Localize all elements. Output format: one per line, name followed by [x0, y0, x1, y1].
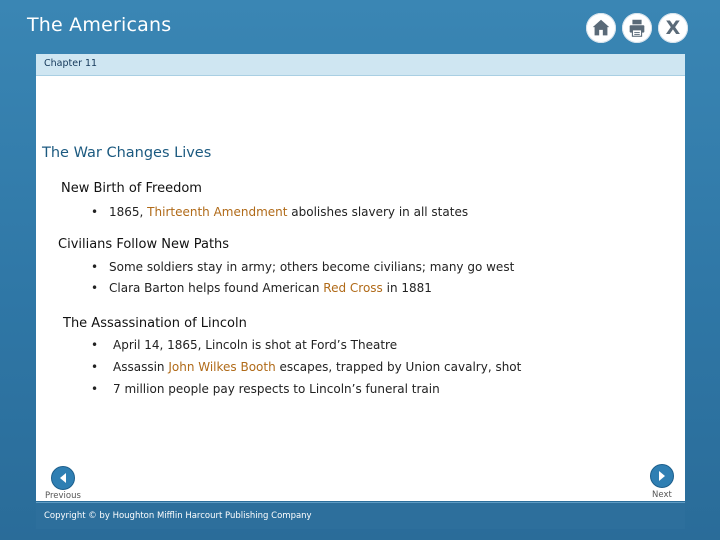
- bullet-marker: •: [91, 205, 99, 219]
- list-item: • April 14, 1865, Lincoln is shot at Ford’s Theatre: [91, 338, 398, 352]
- home-button[interactable]: [586, 13, 616, 43]
- next-button[interactable]: [650, 464, 674, 488]
- list-item: • 1865, Thirteenth Amendment abolishes slavery in all states: [91, 205, 469, 219]
- app-title: The Americans: [27, 14, 172, 36]
- previous-button[interactable]: [51, 466, 75, 490]
- slide-title: The War Changes Lives: [42, 145, 212, 161]
- slide-content: [36, 76, 685, 501]
- footer-bar: [36, 502, 685, 529]
- bullet-marker: •: [91, 360, 99, 374]
- bullet-marker: •: [91, 338, 99, 352]
- list-item: • Some soldiers stay in army; others become civilians; many go west: [91, 260, 515, 274]
- list-item: • Assassin John Wilkes Booth escapes, trapped by Union cavalry, shot: [91, 360, 522, 374]
- close-button[interactable]: [658, 13, 688, 43]
- arrow-left-icon: [57, 472, 69, 484]
- list-item: • 7 million people pay respects to Lincoln’s funeral train: [91, 382, 440, 396]
- section-heading: New Birth of Freedom: [61, 181, 202, 196]
- bullet-marker: •: [91, 382, 99, 396]
- bullet-marker: •: [91, 260, 99, 274]
- arrow-right-icon: [656, 470, 668, 482]
- printer-icon: [626, 17, 648, 39]
- home-icon: [590, 17, 612, 39]
- top-toolbar: [586, 13, 688, 43]
- section-heading: Civilians Follow New Paths: [58, 237, 230, 252]
- section-heading: The Assassination of Lincoln: [63, 316, 247, 331]
- list-item: • Clara Barton helps found American Red Cross in 1881: [91, 281, 432, 295]
- chapter-label: Chapter 11: [44, 58, 98, 69]
- previous-label[interactable]: Previous: [45, 491, 81, 501]
- next-label[interactable]: Next: [652, 490, 672, 500]
- copyright-text: Copyright © by Houghton Mifflin Harcourt Publishing Company: [44, 511, 312, 521]
- chapter-bar: [36, 54, 685, 76]
- print-button[interactable]: [622, 13, 652, 43]
- bullet-marker: •: [91, 281, 99, 295]
- close-icon: X: [665, 16, 681, 39]
